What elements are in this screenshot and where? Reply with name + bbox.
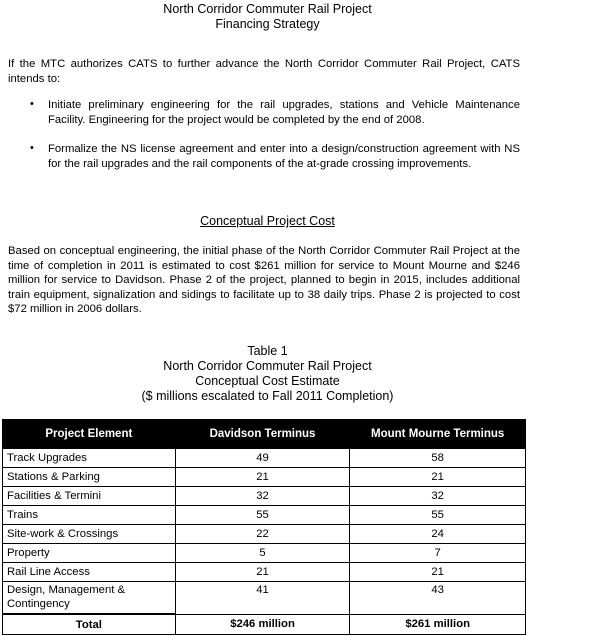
table-caption-title: Conceptual Cost Estimate [195, 374, 340, 388]
column-header: Project Element [3, 420, 176, 449]
column-header: Davidson Terminus [175, 420, 350, 449]
bullet-item [0, 98, 599, 128]
element-cell: Rail Line Access [3, 563, 176, 582]
section-heading: Conceptual Project Cost [200, 214, 335, 228]
davidson-cell: 55 [175, 506, 350, 525]
table-caption-project: North Corridor Commuter Rail Project [163, 359, 372, 373]
intro-paragraph: If the MTC authorizes CATS to further advance the North Corridor Commuter Rail Project, CATS intends to: [8, 58, 520, 85]
mount-mourne-cell: 24 [350, 525, 526, 544]
mount-mourne-cell: 55 [350, 506, 526, 525]
table-header-row [3, 420, 526, 449]
davidson-cell: 41 [175, 582, 350, 615]
mount-mourne-total: $261 million [350, 614, 526, 635]
bullet-text: Formalize the NS license agreement and enter into a design/construction agreement with NS for the rail upgrades and the rail components of the at-grade crossing improvements. [48, 143, 520, 170]
mount-mourne-cell: 21 [350, 563, 526, 582]
cost-estimate-table [2, 419, 526, 635]
element-cell: Property [3, 544, 176, 563]
element-cell: Facilities & Termini [3, 487, 176, 506]
table-row [3, 487, 526, 506]
table-row [3, 449, 526, 468]
mount-mourne-cell: 21 [350, 468, 526, 487]
table-row [3, 544, 526, 563]
mount-mourne-cell: 32 [350, 487, 526, 506]
table-row [3, 468, 526, 487]
mount-mourne-cell: 58 [350, 449, 526, 468]
document-title: North Corridor Commuter Rail Project [163, 2, 372, 16]
davidson-cell: 5 [175, 544, 350, 563]
bullet-item [0, 142, 599, 187]
table-row [3, 563, 526, 582]
davidson-cell: 49 [175, 449, 350, 468]
table-row [3, 582, 526, 615]
bullet-icon: • [30, 142, 34, 154]
table-caption-note: ($ millions escalated to Fall 2011 Completion) [141, 389, 394, 403]
total-label: Total [3, 614, 176, 635]
body-paragraph: Based on conceptual engineering, the initial phase of the North Corridor Commuter Rail Project at the time of completion in 2011 is estimated to cost $261 million for service to Mount Mourne and $246 million for service to Davidson. Phase 2 of the project, planned to begin in 2015, includes additional train equipment, signalization and sidings to facilitate up to 38 daily trips. Phase 2 is projected to cost $72 million in 2006 dollars. [8, 245, 520, 315]
table-caption-label: Table 1 [247, 344, 288, 358]
table-row [3, 525, 526, 544]
table-row [3, 506, 526, 525]
davidson-cell: 32 [175, 487, 350, 506]
element-cell: Design, Management & Contingency [3, 582, 176, 615]
bullet-text: Initiate preliminary engineering for the rail upgrades, stations and Vehicle Maintenance Facility. Engineering for the project would be completed by the end of 2008. [48, 99, 520, 126]
column-header: Mount Mourne Terminus [350, 420, 526, 449]
document-subtitle: Financing Strategy [215, 17, 320, 31]
davidson-cell: 21 [175, 468, 350, 487]
davidson-cell: 22 [175, 525, 350, 544]
davidson-total: $246 million [175, 614, 350, 635]
total-row [3, 614, 526, 635]
mount-mourne-cell: 43 [350, 582, 526, 615]
bullet-icon: • [30, 98, 34, 110]
element-cell: Stations & Parking [3, 468, 176, 487]
element-cell: Track Upgrades [3, 449, 176, 468]
mount-mourne-cell: 7 [350, 544, 526, 563]
davidson-cell: 21 [175, 563, 350, 582]
element-cell: Trains [3, 506, 176, 525]
element-cell: Site-work & Crossings [3, 525, 176, 544]
